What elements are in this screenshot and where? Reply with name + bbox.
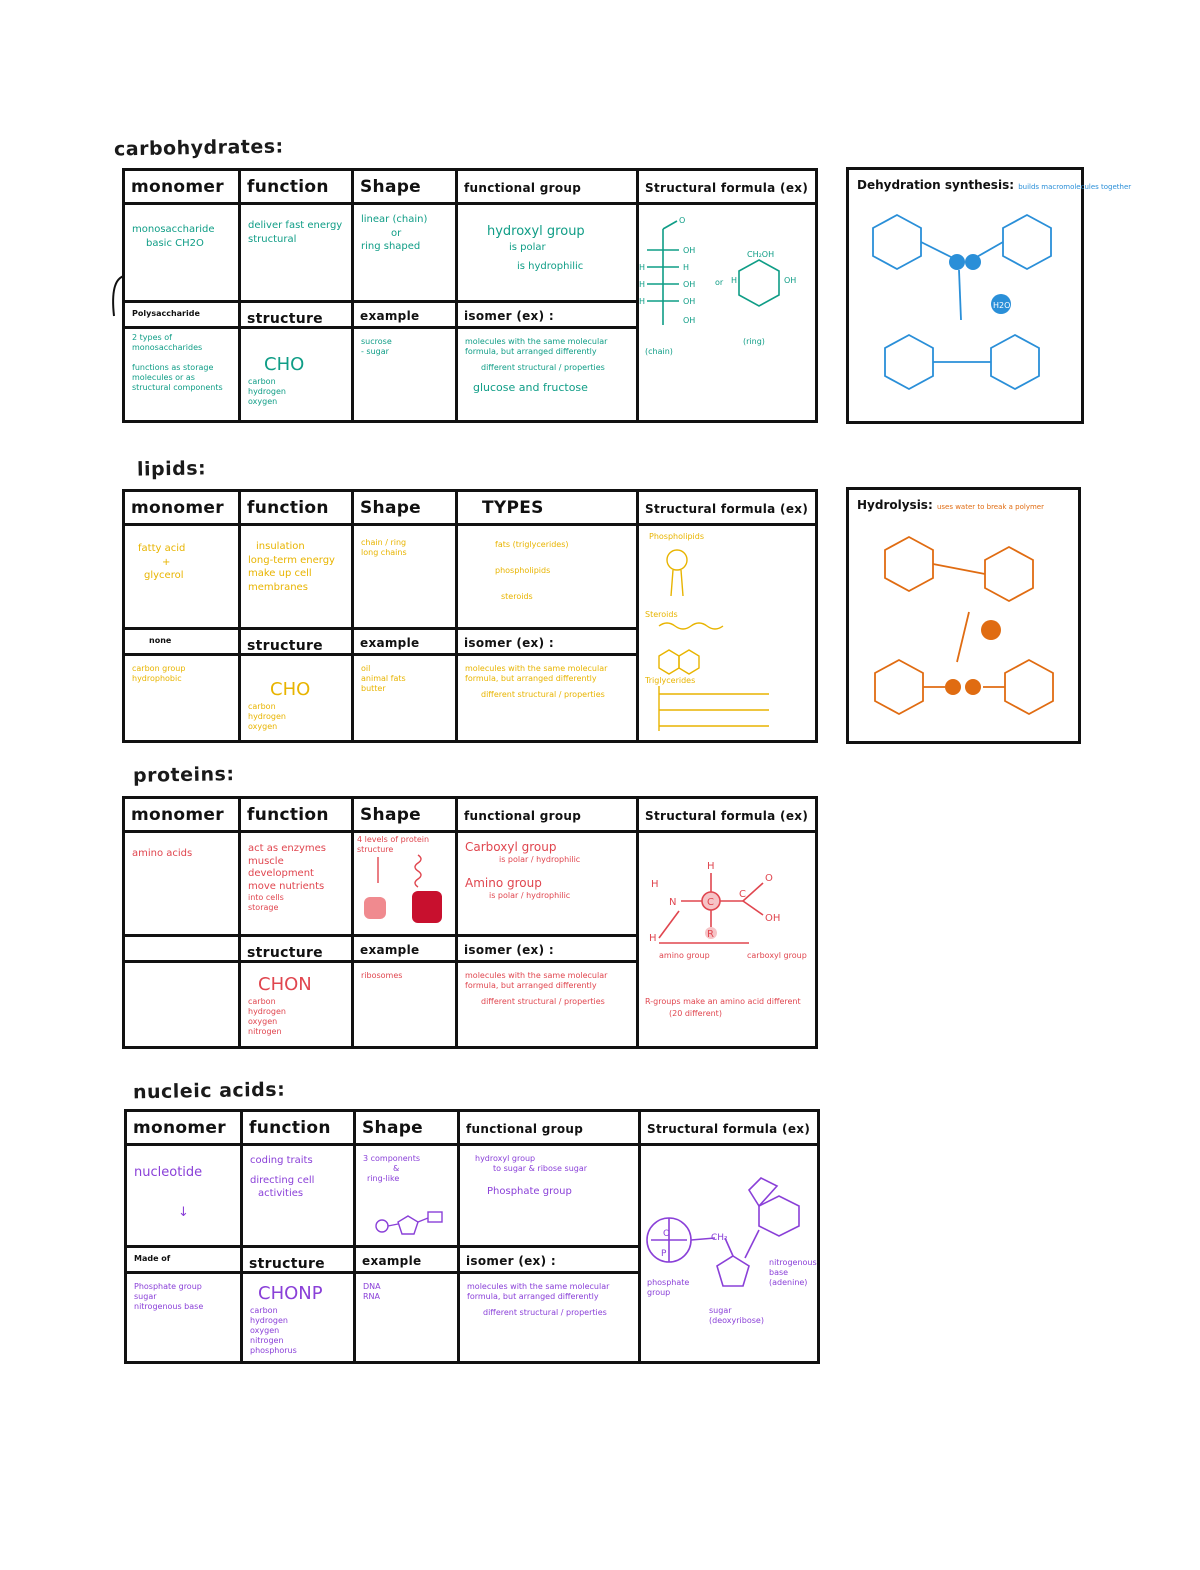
header-monomer: monomer bbox=[125, 799, 241, 833]
dehydration-sub: builds macromolecules together bbox=[1018, 183, 1132, 191]
protein-shape-line: 4 levels of protein structure bbox=[357, 835, 430, 854]
carb-shape-line: or bbox=[391, 227, 402, 239]
carb-shape bbox=[354, 205, 458, 303]
hydrolysis-label-text: Hydrolysis: bbox=[857, 498, 933, 512]
nucleic-element: hydrogen bbox=[250, 1316, 288, 1326]
lipid-example-line: butter bbox=[361, 684, 386, 693]
lipid-formula-label: Triglycerides bbox=[645, 676, 696, 685]
nucleic-fg-line: hydroxyl group bbox=[475, 1154, 536, 1163]
protein-formula-drawing bbox=[639, 833, 815, 1046]
protein-function-line: move nutrients bbox=[248, 880, 325, 892]
carb-function-line: deliver fast energy bbox=[248, 220, 343, 231]
protein-element: oxygen bbox=[248, 1017, 278, 1027]
protein-polymer-desc bbox=[125, 963, 241, 1046]
protein-structure-levels-drawing bbox=[358, 849, 454, 933]
nucleic-example-line: DNA bbox=[363, 1282, 381, 1291]
nucleic-polymer-label: Made of bbox=[127, 1248, 243, 1274]
nucleic-acids-title: nucleic acids: bbox=[132, 1078, 286, 1104]
protein-structure-formula: CHON bbox=[258, 974, 312, 995]
svg-text:or: or bbox=[715, 278, 724, 287]
svg-text:OH: OH bbox=[683, 280, 696, 289]
svg-text:OH: OH bbox=[683, 297, 696, 306]
header-example: example bbox=[354, 303, 458, 329]
svg-text:OH: OH bbox=[765, 913, 781, 924]
nucleic-monomer-line: nucleotide bbox=[134, 1165, 203, 1180]
nucleic-example bbox=[356, 1274, 460, 1361]
nucleic-polymer-desc bbox=[127, 1274, 243, 1361]
header-shape: Shape bbox=[354, 171, 458, 205]
header-structural-formula: Structural formula (ex) bbox=[639, 492, 815, 526]
header-monomer: monomer bbox=[125, 492, 241, 526]
carb-fg-line: hydroxyl group bbox=[487, 224, 585, 239]
lipid-formula-label: Phospholipids bbox=[649, 532, 704, 541]
lipid-polymer-line: carbon group bbox=[132, 664, 186, 673]
lipid-shape-line: long chains bbox=[361, 548, 407, 557]
header-function: function bbox=[241, 171, 354, 205]
svg-text:H: H bbox=[639, 297, 646, 306]
curved-arrow-icon bbox=[108, 272, 128, 322]
lipid-monomer-line: fatty acid bbox=[138, 543, 186, 554]
svg-text:CH₂: CH₂ bbox=[711, 1233, 728, 1243]
protein-example bbox=[354, 963, 458, 1046]
header-functional-group: functional group bbox=[460, 1112, 641, 1146]
lipid-shape-line: chain / ring bbox=[361, 538, 407, 547]
protein-monomer-line: amino acids bbox=[132, 848, 193, 859]
carb-element: oxygen bbox=[248, 397, 278, 407]
nucleic-isomer-line: different structural / properties bbox=[483, 1308, 607, 1317]
nucleic-structure bbox=[243, 1274, 356, 1361]
nucleic-monomer-line: ↓ bbox=[178, 1204, 189, 1220]
header-structure: structure bbox=[243, 1248, 356, 1274]
nucleic-element: carbon bbox=[250, 1306, 278, 1316]
proteins-title: proteins: bbox=[132, 763, 235, 787]
header-structural-formula: Structural formula (ex) bbox=[639, 171, 815, 205]
hydrolysis-drawing bbox=[849, 522, 1078, 742]
protein-fg-line: is polar / hydrophilic bbox=[499, 855, 581, 865]
carb-function bbox=[241, 205, 354, 303]
lipid-polymer-desc bbox=[125, 656, 241, 740]
lipid-function bbox=[241, 526, 354, 630]
carb-polymer-line: functions as storage bbox=[132, 363, 214, 372]
header-shape: Shape bbox=[354, 799, 458, 833]
nucleic-function-line: coding traits bbox=[250, 1155, 313, 1166]
protein-element: nitrogen bbox=[248, 1027, 282, 1037]
lipid-example bbox=[354, 656, 458, 740]
lipid-type: phospholipids bbox=[495, 566, 551, 575]
protein-formula-note: (20 different) bbox=[669, 1009, 722, 1018]
protein-element: hydrogen bbox=[248, 1007, 286, 1017]
nucleic-monomer bbox=[127, 1146, 243, 1248]
svg-text:H: H bbox=[651, 879, 659, 890]
lipid-structure-formula: CHO bbox=[270, 679, 311, 700]
nucleic-function-line: directing cell bbox=[250, 1174, 315, 1186]
carb-polymer-line: structural components bbox=[132, 383, 223, 392]
hydrolysis-panel bbox=[846, 487, 1081, 744]
lipid-function-line: insulation bbox=[256, 541, 305, 552]
nucleic-element: phosphorus bbox=[250, 1346, 297, 1356]
nucleic-polymer-line: nitrogenous base bbox=[134, 1302, 204, 1311]
carb-structure-formula: CHO bbox=[264, 354, 305, 375]
protein-structural-formula bbox=[639, 833, 815, 1046]
dehydration-drawing bbox=[849, 200, 1081, 420]
nucleic-function-line: activities bbox=[258, 1188, 304, 1199]
svg-text:OH: OH bbox=[683, 316, 696, 325]
svg-text:OH: OH bbox=[683, 246, 696, 255]
header-structure: structure bbox=[241, 630, 354, 656]
nucleic-shape-line: ring-like bbox=[367, 1174, 400, 1183]
lipid-polymer-label: none bbox=[125, 630, 241, 656]
carb-fg-line: is polar bbox=[509, 241, 546, 253]
header-structural-formula: Structural formula (ex) bbox=[639, 799, 815, 833]
nucleic-shape-line: 3 components bbox=[363, 1154, 421, 1163]
carb-isomer bbox=[458, 329, 639, 420]
nucleic-formula-label: sugar (deoxyribose) bbox=[709, 1306, 764, 1325]
header-shape: Shape bbox=[356, 1112, 460, 1146]
nucleic-isomer-line: molecules with the same molecular bbox=[467, 1282, 610, 1291]
header-structural-formula: Structural formula (ex) bbox=[641, 1112, 817, 1146]
lipid-formula-drawing bbox=[639, 526, 815, 740]
carb-structural-formula bbox=[639, 205, 815, 420]
svg-text:C: C bbox=[739, 889, 746, 900]
dehydration-h2o-text: H2O bbox=[993, 301, 1011, 310]
protein-example-line: ribosomes bbox=[361, 971, 403, 980]
nucleic-function bbox=[243, 1146, 356, 1248]
lipid-structure bbox=[241, 656, 354, 740]
nucleic-fg-line: to sugar & ribose sugar bbox=[493, 1164, 588, 1173]
nucleic-polymer-line: sugar bbox=[134, 1292, 157, 1301]
lipid-example-line: animal fats bbox=[361, 674, 406, 683]
carb-polymer-line: 2 types of monosaccharides bbox=[132, 333, 203, 352]
hydrolysis-label bbox=[857, 498, 1044, 512]
carb-chain-label: (chain) bbox=[645, 347, 673, 356]
proteins-table bbox=[122, 796, 818, 1049]
carb-structure bbox=[241, 329, 354, 420]
svg-text:C: C bbox=[707, 897, 714, 908]
carb-polymer-line: molecules or as bbox=[132, 373, 195, 382]
lipid-isomer-line: different structural / properties bbox=[481, 690, 605, 699]
carb-element: hydrogen bbox=[248, 387, 286, 397]
nucleic-isomer-line: formula, but arranged differently bbox=[467, 1292, 599, 1301]
carb-monomer bbox=[125, 205, 241, 303]
nucleic-formula-label: phosphate group bbox=[647, 1278, 690, 1297]
lipid-function-line: membranes bbox=[248, 581, 308, 593]
protein-function-line: into cells bbox=[248, 893, 284, 902]
nucleic-example-line: RNA bbox=[363, 1292, 381, 1301]
nucleic-fg-line: Phosphate group bbox=[487, 1186, 572, 1197]
nucleic-polymer-line: Phosphate group bbox=[134, 1282, 202, 1291]
lipid-element: carbon bbox=[248, 702, 276, 712]
carb-isomer-line: formula, but arranged differently bbox=[465, 347, 597, 356]
header-monomer: monomer bbox=[125, 171, 241, 205]
carb-shape-line: ring shaped bbox=[361, 241, 421, 252]
protein-polymer-label bbox=[125, 937, 241, 963]
dehydration-label-text: Dehydration synthesis: bbox=[857, 178, 1015, 192]
nucleic-element: oxygen bbox=[250, 1326, 280, 1336]
header-function: function bbox=[241, 492, 354, 526]
lipid-function-line: make up cell bbox=[248, 568, 312, 579]
protein-isomer bbox=[458, 963, 639, 1046]
carb-isomer-line: molecules with the same molecular bbox=[465, 337, 608, 346]
svg-text:OH: OH bbox=[784, 276, 797, 285]
protein-function-line: storage bbox=[248, 903, 279, 912]
protein-monomer bbox=[125, 833, 241, 937]
lipid-types bbox=[458, 526, 639, 630]
lipid-monomer-line: glycerol bbox=[144, 570, 184, 581]
header-isomer: isomer (ex) : bbox=[460, 1248, 641, 1274]
protein-fg-line: Carboxyl group bbox=[465, 840, 557, 854]
carb-example bbox=[354, 329, 458, 420]
lipids-table bbox=[122, 489, 818, 743]
carb-isomer-line: different structural / properties bbox=[481, 363, 605, 372]
carbohydrates-title: carbohydrates: bbox=[113, 135, 284, 161]
protein-function-line: act as enzymes bbox=[248, 843, 327, 854]
nucleic-element: nitrogen bbox=[250, 1336, 284, 1346]
protein-isomer-line: formula, but arranged differently bbox=[465, 981, 597, 990]
lipid-structural-formula bbox=[639, 526, 815, 740]
svg-text:H: H bbox=[649, 933, 657, 944]
svg-text:H: H bbox=[707, 861, 715, 872]
header-isomer: isomer (ex) : bbox=[458, 630, 639, 656]
header-functional-group: functional group bbox=[458, 799, 639, 833]
lipid-monomer bbox=[125, 526, 241, 630]
protein-fg-line: Amino group bbox=[465, 876, 542, 891]
svg-text:O: O bbox=[679, 216, 686, 225]
protein-fg-line: is polar / hydrophilic bbox=[489, 891, 571, 901]
header-isomer: isomer (ex) : bbox=[458, 937, 639, 963]
lipid-monomer-line: + bbox=[162, 556, 171, 568]
protein-formula-label: amino group bbox=[659, 951, 710, 960]
protein-structure bbox=[241, 963, 354, 1046]
lipid-type: steroids bbox=[501, 592, 533, 601]
protein-formula-label: carboxyl group bbox=[747, 951, 807, 960]
nucleic-isomer bbox=[460, 1274, 641, 1361]
hydrolysis-sub: uses water to break a polymer bbox=[936, 503, 1044, 511]
nucleic-structure-formula: CHONP bbox=[258, 1283, 323, 1304]
header-function: function bbox=[241, 799, 354, 833]
protein-isomer-line: different structural / properties bbox=[481, 997, 605, 1006]
header-functional-group: functional group bbox=[458, 171, 639, 205]
nucleic-structural-formula bbox=[641, 1146, 817, 1361]
protein-function bbox=[241, 833, 354, 937]
svg-text:H: H bbox=[639, 280, 646, 289]
lipid-isomer-line: formula, but arranged differently bbox=[465, 674, 597, 683]
protein-shape bbox=[354, 833, 458, 937]
carb-monomer-line: basic CH2O bbox=[146, 237, 204, 249]
carb-polymer-desc bbox=[125, 329, 241, 420]
lipid-element: hydrogen bbox=[248, 712, 286, 722]
nucleic-shape bbox=[356, 1146, 460, 1248]
carbohydrates-table bbox=[122, 168, 818, 423]
header-example: example bbox=[356, 1248, 460, 1274]
header-shape: Shape bbox=[354, 492, 458, 526]
nucleic-shape-line: & bbox=[393, 1164, 400, 1173]
dehydration-panel bbox=[846, 167, 1132, 424]
carb-functional-group bbox=[458, 205, 639, 303]
lipids-title: lipids: bbox=[136, 457, 207, 481]
svg-text:O: O bbox=[663, 1229, 671, 1239]
svg-text:O: O bbox=[765, 873, 773, 884]
header-types: TYPES bbox=[458, 492, 639, 526]
svg-text:H: H bbox=[639, 263, 646, 272]
carb-fg-line: is hydrophilic bbox=[517, 261, 584, 273]
header-structure: structure bbox=[241, 303, 354, 329]
nucleic-functional-group bbox=[460, 1146, 641, 1248]
carb-shape-line: linear (chain) bbox=[361, 214, 428, 225]
header-example: example bbox=[354, 937, 458, 963]
lipid-type: fats (triglycerides) bbox=[495, 540, 569, 549]
nucleic-acids-table bbox=[124, 1109, 820, 1364]
lipid-polymer-line: hydrophobic bbox=[132, 674, 182, 683]
lipid-formula-label: Steroids bbox=[645, 610, 678, 619]
carb-example-line: - sugar bbox=[361, 347, 389, 356]
lipid-element: oxygen bbox=[248, 722, 278, 732]
carb-function-line: structural bbox=[248, 233, 297, 245]
header-monomer: monomer bbox=[127, 1112, 243, 1146]
lipid-shape bbox=[354, 526, 458, 630]
svg-text:P: P bbox=[661, 1249, 667, 1259]
header-function: function bbox=[243, 1112, 356, 1146]
carb-example-line: sucrose bbox=[361, 337, 392, 346]
nucleic-formula-drawing bbox=[641, 1146, 817, 1360]
protein-isomer-line: molecules with the same molecular bbox=[465, 971, 608, 980]
lipid-isomer bbox=[458, 656, 639, 740]
svg-text:CH₂OH: CH₂OH bbox=[747, 250, 775, 259]
nucleotide-sketch-icon bbox=[372, 1208, 452, 1238]
dehydration-label bbox=[857, 178, 1131, 192]
carb-formula-drawing bbox=[639, 205, 815, 420]
svg-text:H: H bbox=[731, 276, 738, 285]
nucleic-formula-label: nitrogenous base (adenine) bbox=[769, 1258, 817, 1287]
header-structure: structure bbox=[241, 937, 354, 963]
lipid-example-line: oil bbox=[361, 664, 371, 673]
carb-monomer-line: monosaccharide bbox=[132, 224, 215, 235]
svg-text:R: R bbox=[707, 929, 714, 940]
lipid-isomer-line: molecules with the same molecular bbox=[465, 664, 608, 673]
svg-text:H: H bbox=[683, 263, 690, 272]
carb-isomer-example: glucose and fructose bbox=[473, 381, 588, 394]
svg-text:N: N bbox=[669, 897, 677, 908]
protein-functional-group bbox=[458, 833, 639, 937]
carb-element: carbon bbox=[248, 377, 276, 387]
protein-function-line: muscle development bbox=[248, 855, 314, 879]
carb-ring-label: (ring) bbox=[743, 337, 765, 346]
lipid-function-line: long-term energy bbox=[248, 554, 335, 566]
header-isomer: isomer (ex) : bbox=[458, 303, 639, 329]
header-example: example bbox=[354, 630, 458, 656]
protein-formula-note: R-groups make an amino acid different bbox=[645, 997, 801, 1006]
carb-polymer-label: Polysaccharide bbox=[125, 303, 241, 329]
protein-element: carbon bbox=[248, 997, 276, 1007]
